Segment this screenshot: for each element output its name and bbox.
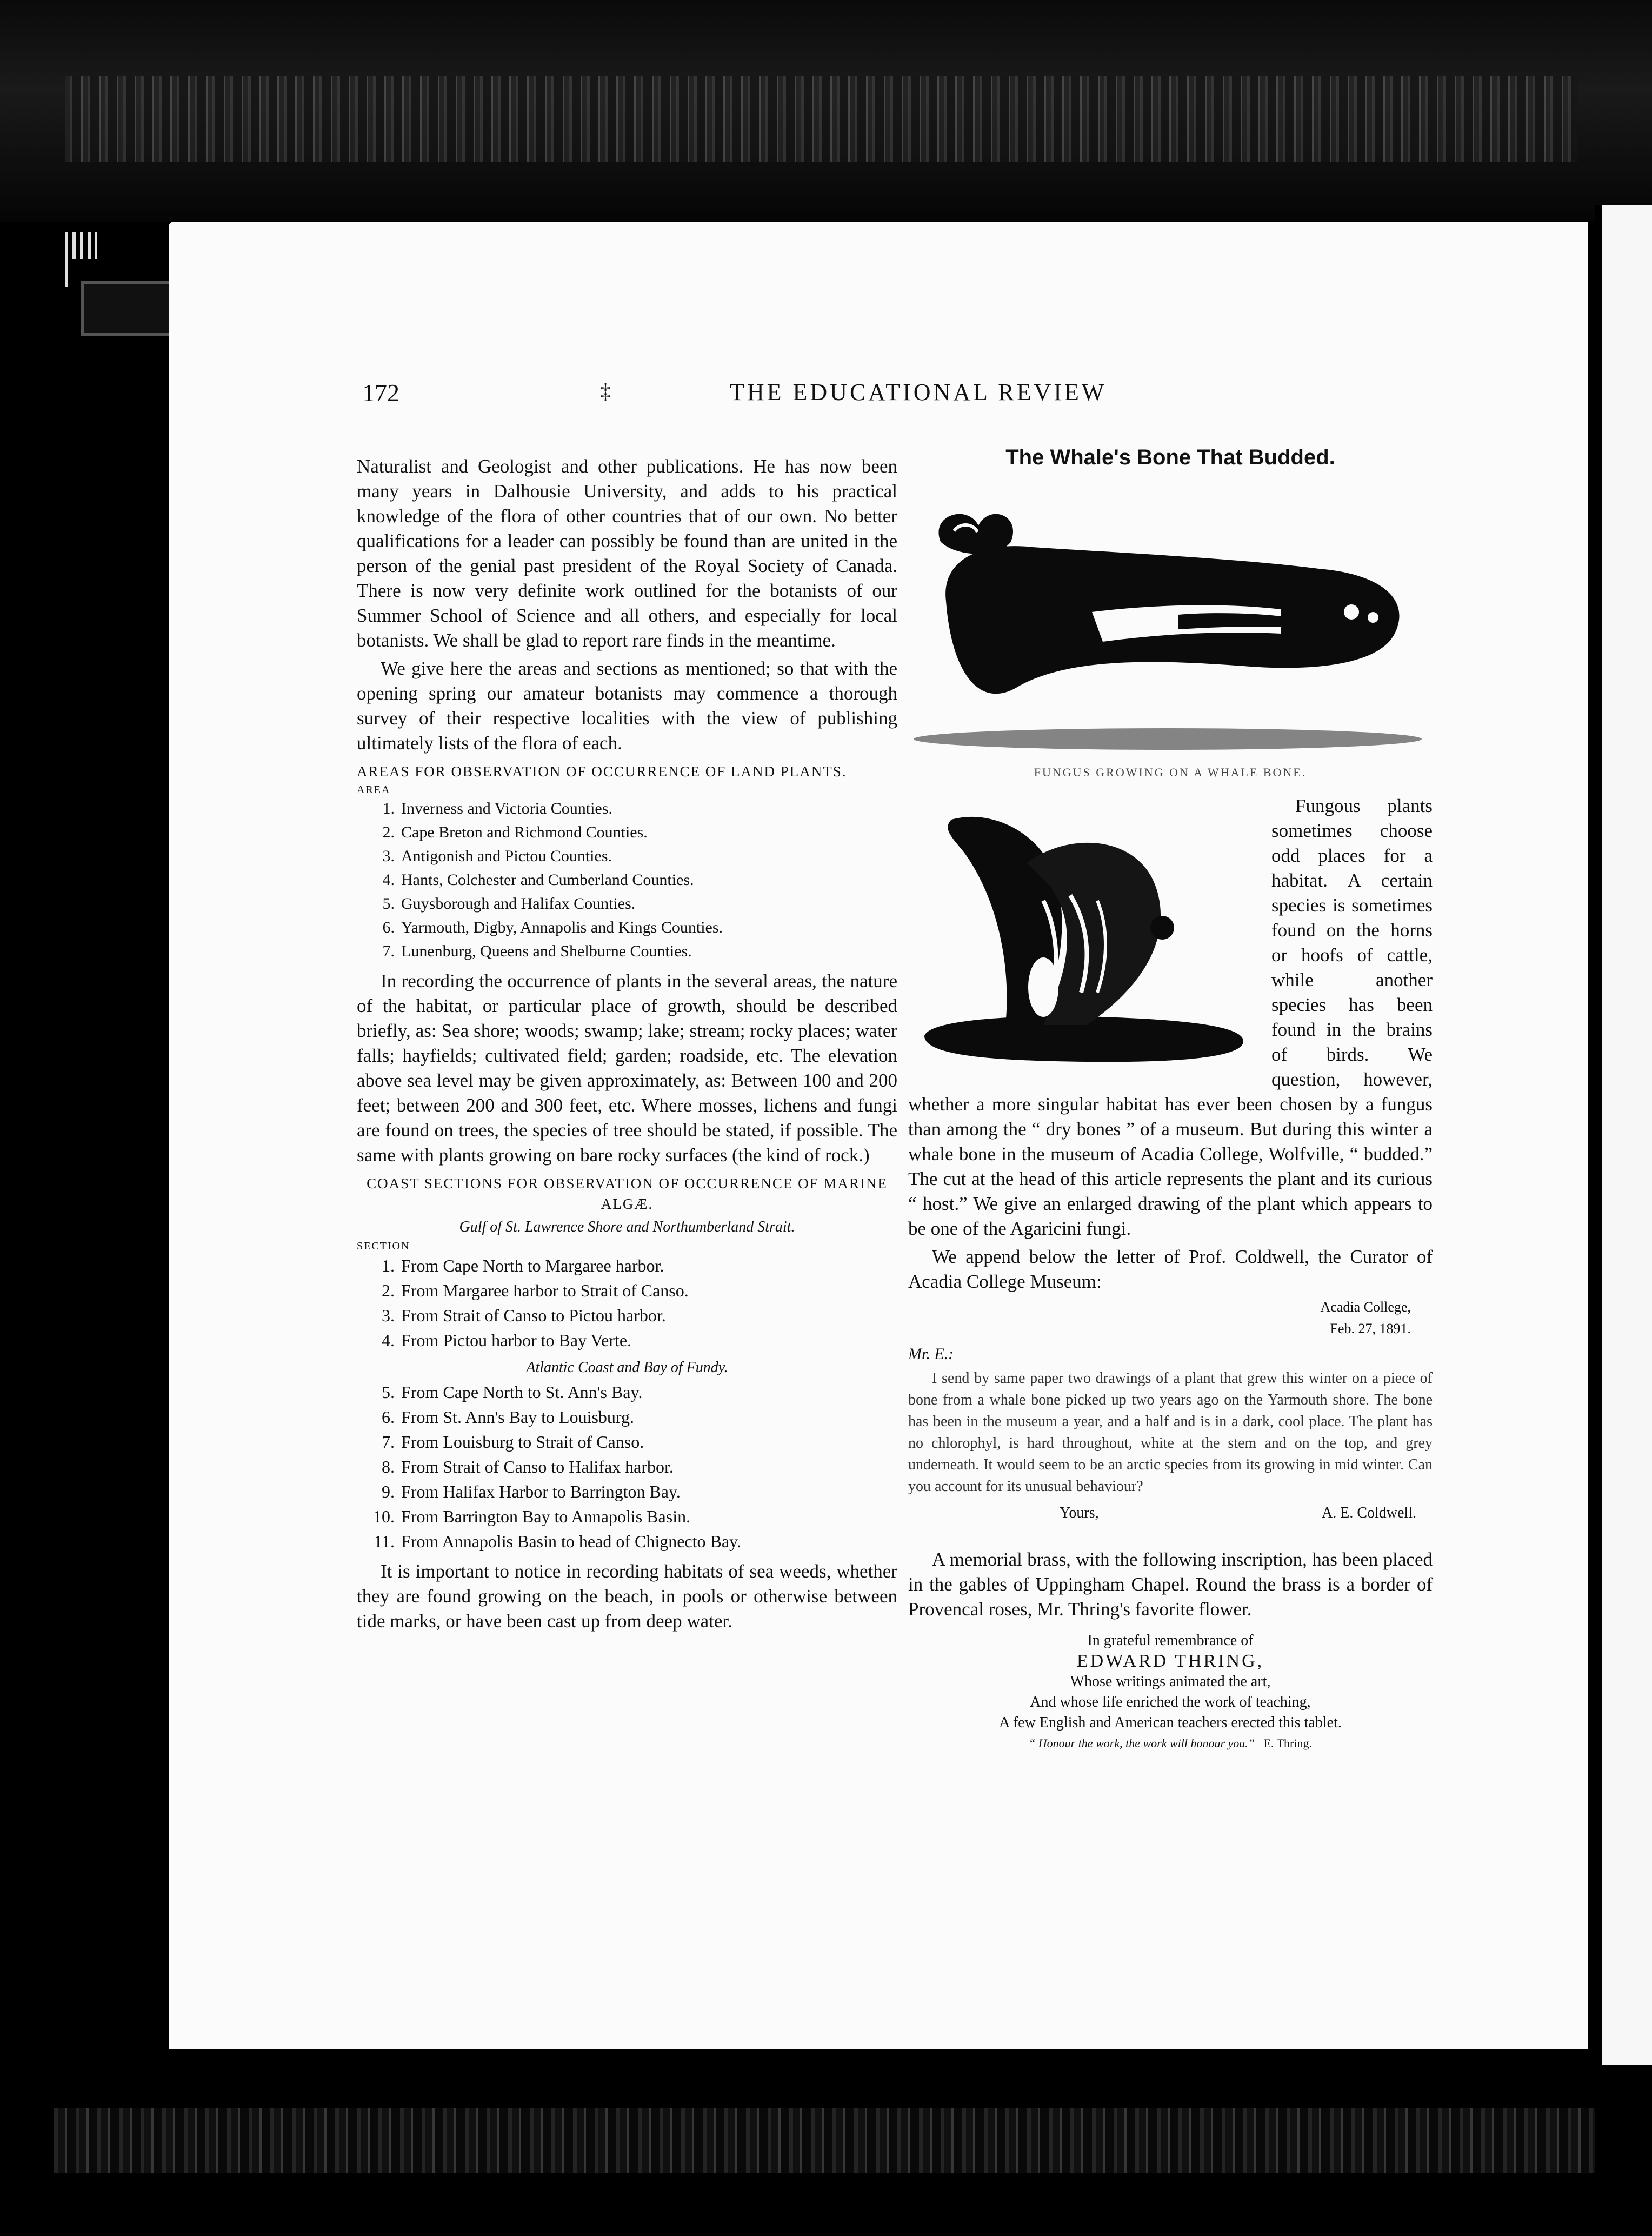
letter-yours: Yours,	[1060, 1505, 1099, 1521]
inscription-quote: “ Honour the work, the work will honour you.” E. Thring.	[1029, 1736, 1312, 1750]
inscription-line: In grateful remembrance of	[1087, 1632, 1254, 1649]
scan-noise-bottom	[54, 2108, 1595, 2173]
list-item: 10. From Barrington Bay to Annapolis Basin.	[373, 1507, 691, 1526]
left-column	[357, 454, 897, 1637]
list-item: 3. From Strait of Canso to Pictou harbor.	[382, 1306, 666, 1325]
inscription-name: EDWARD THRING,	[1076, 1651, 1264, 1671]
right-para-3: A memorial brass, with the following inscription, has been placed in the gables of Uppingham Chapel. Round the brass is a border of Provencal roses, Mr. Thring's favorite flower.	[908, 1549, 1433, 1620]
page-number: 172	[362, 379, 399, 407]
article-title: The Whale's Bone That Budded.	[1005, 445, 1335, 469]
list-item: 3. Antigonish and Pictou Counties.	[382, 847, 612, 865]
letter-date: Feb. 27, 1891.	[1330, 1321, 1411, 1336]
list-item: 7. Lunenburg, Queens and Shelburne Counties.	[382, 942, 692, 960]
list-item: 11. From Annapolis Basin to head of Chignecto Bay.	[374, 1532, 741, 1551]
next-page-edge	[1600, 205, 1652, 2065]
page-header	[362, 378, 1433, 416]
left-para-2: We give here the areas and sections as mentioned; so that with the opening spring our amateur botanists may commence a thorough survey of their respective localities with the view of publishing ultimately lists of the flora of each.	[357, 658, 897, 754]
figure-caption: FUNGUS GROWING ON A WHALE BONE.	[1034, 766, 1307, 779]
inscription-line: And whose life enriched the work of teaching,	[1030, 1694, 1311, 1711]
letter-signoff	[1060, 1501, 1416, 1526]
list-item: 8. From Strait of Canso to Halifax harbor.	[382, 1457, 674, 1476]
running-title: THE EDUCATIONAL REVIEW	[730, 379, 1107, 405]
list-item: 6. From St. Ann's Bay to Louisburg.	[382, 1407, 634, 1427]
left-para-3: In recording the occurrence of plants in the several areas, the nature of the habitat, or particular place of growth, should be described briefly, as: Sea shore; woods; swamp; lake; stream; rocky places; water falls; hayfields; cultivated field; garden; roadside, etc. The elevation above sea level may be given approximately, as: Between 100 and 200 feet; between 200 and 300 feet, etc. Where mosses, lichens and fungi are found on trees, the species of tree should be stated, if possible. The same with plants growing on bare rocky surfaces (the kind of rock.)	[357, 970, 897, 1166]
list-item: 9. From Halifax Harbor to Barrington Bay.	[382, 1482, 681, 1501]
list-item: 7. From Louisburg to Strait of Canso.	[382, 1432, 644, 1452]
list-item: 5. Guysborough and Halifax Counties.	[382, 895, 636, 913]
right-para-1: Fungous plants sometimes choose odd places for a habitat. A certain species is sometimes found on the horns or hoofs of cattle, while another species has been found in the brains of birds. We question, however, whether a more singular habitat has ever been chosen by a fungus than among the “ dry bones ” of a museum. But during this winter a whale bone in the museum of Acadia College, Wolfville, “ budded.” The cut at the head of this article represents the plant and its curious “ host.” We give an enlarged drawing of the plant which appears to be one of the Agaricini fungi.	[908, 795, 1433, 1239]
letter-salutation: Mr. E.:	[908, 1345, 954, 1363]
gulf-subhead: Gulf of St. Lawrence Shore and Northumberland Strait.	[459, 1219, 795, 1235]
scan-noise-top	[65, 76, 1578, 162]
list-item: 1. Inverness and Victoria Counties.	[382, 800, 612, 817]
letter-place: Acadia College,	[1320, 1299, 1411, 1315]
left-para-1: Naturalist and Geologist and other publications. He has now been many years in Dalhousie University, and adds to his practical knowledge of the flora of other countries that of our own. No better qualifications for a leader can possibly be found than are united in the person of the genial past president of the Royal Society of Canada. There is now very definite work outlined for the botanists of our Summer School of Science and all others, and especially for local botanists. We shall be glad to report rare finds in the meantime.	[357, 456, 897, 651]
list-item: 6. Yarmouth, Digby, Annapolis and Kings Counties.	[382, 919, 723, 936]
letter-signature: A. E. Coldwell.	[1322, 1505, 1416, 1521]
list-item: 4. Hants, Colchester and Cumberland Counties.	[382, 871, 694, 889]
list-item: 5. From Cape North to St. Ann's Bay.	[382, 1382, 643, 1402]
section-label: SECTION	[357, 1240, 410, 1252]
atlantic-subhead: Atlantic Coast and Bay of Fundy.	[526, 1359, 728, 1376]
inscription-line: Whose writings animated the art,	[1070, 1673, 1271, 1690]
memorial-inscription	[908, 1631, 1433, 1754]
left-para-4: It is important to notice in recording habitats of sea weeds, whether they are found growing on the beach, in pools or otherwise between tide marks, or have been cast up from deep water.	[357, 1561, 897, 1632]
atlantic-sections-list	[357, 1380, 897, 1554]
right-para-2: We append below the letter of Prof. Coldwell, the Curator of Acadia College Museum:	[908, 1246, 1433, 1292]
inscription-line: A few English and American teachers erected this tablet.	[999, 1714, 1342, 1731]
gulf-sections-list	[357, 1253, 897, 1353]
list-item: 1. From Cape North to Margaree harbor.	[382, 1256, 664, 1275]
right-column	[908, 443, 1433, 1754]
areas-list	[357, 797, 897, 963]
areas-heading: AREAS FOR OBSERVATION OF OCCURRENCE OF LAND PLANTS.	[357, 763, 847, 780]
list-item: 2. From Margaree harbor to Strait of Canso.	[382, 1281, 689, 1300]
header-mark: ‡	[600, 379, 611, 403]
enlarged-fungus-drawing	[908, 798, 1260, 1068]
coast-heading: COAST SECTIONS FOR OBSERVATION OF OCCURRENCE OF MARINE ALGÆ.	[367, 1175, 888, 1212]
next-page-rule	[1595, 205, 1602, 2065]
whale-bone-illustration	[908, 493, 1433, 753]
list-item: 2. Cape Breton and Richmond Counties.	[382, 823, 648, 841]
area-label: AREA	[357, 784, 391, 796]
list-item: 4. From Pictou harbor to Bay Verte.	[382, 1330, 632, 1350]
letter-body: I send by same paper two drawings of a plant that grew this winter on a piece of bone from a whale bone picked up two years ago on the Yarmouth shore. The bone has been in the museum a year, and a half and is in a dark, cool place. The plant has no chlorophyl, is hard throughout, white at the stem and on the top, and grey underneath. It would seem to be an arctic species from its growing in mid winter. Can you account for its unusual behaviour?	[908, 1370, 1433, 1495]
